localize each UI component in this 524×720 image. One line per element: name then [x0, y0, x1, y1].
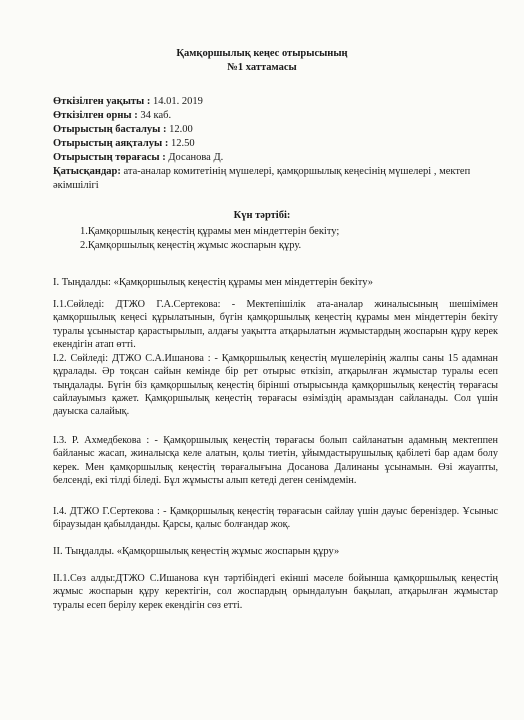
meta-date-label: Өткізілген уақыты :: [53, 96, 151, 107]
section-1-paragraph-4: I.4. ДТЖО Г.Сертекова : - Қамқоршылық кеңестің төрағасын сайлау үшін дауыс береніздер. Ұсыныс біраузыдан қабылданды. Қарсы, қалыс болғандар жоқ.: [53, 506, 498, 531]
protocol-number: №1 хаттамасы: [227, 62, 297, 73]
meta-place-label: Өткізілген орны :: [53, 110, 138, 121]
section-1-paragraph-1: I.1.Сөйледі: ДТЖО Г.А.Сертекова: - Мектепішілік ата-аналар жиналысының шешімімен қамқоршылық кеңесі құрылатынын, бүгін қамқоршылық кеңестің құрамы мен міндеттерін бекіту туралы ұсыныстар қарастырылып, алдағы уақытта атқарылатын жұмыстардың жоспарын құру керек екендігін атап өтті.: [53, 299, 498, 350]
meta-attendees-label: Қатысқандар:: [53, 166, 121, 177]
section-1-paragraph-2: I.2. Сөйледі: ДТЖО С.А.Ишанова : - Қамқоршылық кеңестің мүшелерінің жалпы саны 15 адамнан құралады. Әр тоқсан сайын кемінде бір рет отырыс өткізіп, атқарылған жұмыстар туралы есеп тыңдалады. Бүгін біз қамқоршылық кеңестің бірінші отырысында қамқоршылық кеңестің төрағасы сайлауымыз қажет. Қамқоршылық кеңестің төрағасы өзіміздің арамыздан сайланады. Сол үшін дауыска салайық.: [53, 353, 498, 418]
meta-chair: [53, 151, 493, 165]
meta-start-label: Отырыстың басталуы :: [53, 124, 167, 135]
meta-end: [53, 137, 493, 151]
meta-chair-value: Досанова Д.: [165, 152, 224, 163]
meta-place: [53, 109, 493, 123]
meta-attendees-value: ата-аналар комитетінің мүшелері, қамқоршылық кеңесінің мүшелері , мектеп әкімшілігі: [53, 166, 471, 191]
agenda-item-2: 2.Қамқоршылық кеңестің жұмыс жоспарын құру.: [80, 240, 302, 251]
meta-start-value: 12.00: [166, 124, 193, 135]
meta-date: [53, 95, 493, 109]
meta-end-value: 12.50: [168, 138, 195, 149]
section-2-heading: II. Тыңдалды. «Қамқоршылық кеңестің жұмыс жоспарын құру»: [53, 546, 340, 557]
meta-place-value: 34 каб.: [137, 110, 172, 121]
meta-start: [53, 123, 493, 137]
section-1-heading: I. Тыңдалды: «Қамқоршылық кеңестің құрамы мен міндеттерін бекіту»: [53, 277, 374, 288]
agenda-title: Күн тәртібі:: [233, 210, 291, 221]
section-1-paragraph-3: I.3. Р. Ахмедбекова : - Қамқоршылық кеңестің төрағасы болып сайланатын адамның мектеппен байланыс жасап, жиналысқа келе алатын, қолы тиетін, ұйымдастырушылық қабілеті бар адам болу керек. Мен қамқоршылық кеңестің төрағалығына Досанова Далинаны ұсынамын. Өзі жауапты, белсенді, екі тілді біледі. Бұл жұмысты алып кетеді деген сенімдемін.: [53, 435, 498, 486]
document-title: Қамқоршылық кеңес отырысының: [176, 48, 348, 59]
section-2-paragraph-1: II.1.Сөз алды:ДТЖО С.Ишанова күн тәртібіндегі екінші мәселе бойынша қамқоршылық кеңестің жұмыс жоспарын құру керектігін, сол жоспардың орындалуын бақылап, атқарылған жұмыстар туралы есеп берілу керек екендігін сөз етті.: [53, 573, 498, 611]
meta-attendees: [53, 165, 493, 192]
meta-date-value: 14.01. 2019: [150, 96, 203, 107]
meta-end-label: Отырыстың аяқталуы :: [53, 138, 169, 149]
agenda-item-1: 1.Қамқоршылық кеңестің құрамы мен міндеттерін бекіту;: [80, 226, 340, 237]
meta-chair-label: Отырыстың төрағасы :: [53, 152, 166, 163]
